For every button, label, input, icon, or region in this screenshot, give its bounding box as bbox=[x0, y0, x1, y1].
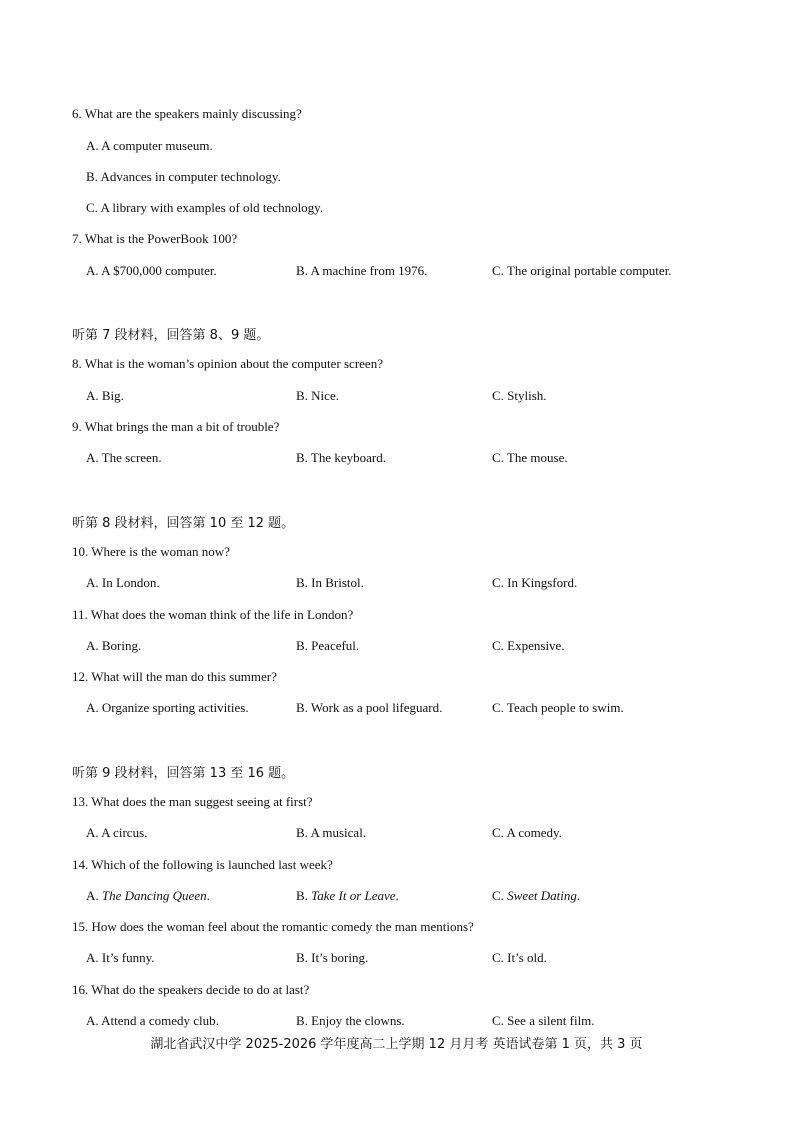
question-12: 12. What will the man do this summer? bbox=[72, 669, 277, 684]
q15-option-b: B. It’s boring. bbox=[296, 950, 369, 965]
question-7: 7. What is the PowerBook 100? bbox=[72, 231, 238, 246]
q9-option-a: A. The screen. bbox=[86, 450, 162, 465]
q6-option-c: C. A library with examples of old technology. bbox=[86, 200, 324, 215]
question-13: 13. What does the man suggest seeing at first? bbox=[72, 794, 313, 809]
q10-option-c: C. In Kingsford. bbox=[492, 575, 578, 590]
q8-option-c: C. Stylish. bbox=[492, 388, 547, 403]
section-heading-7: 听第 7 段材料，回答第 8、9 题。 bbox=[72, 328, 270, 343]
option-letter: B. bbox=[296, 888, 312, 903]
question-11: 11. What does the woman think of the life in London? bbox=[72, 607, 354, 622]
q8-option-a: A. Big. bbox=[86, 388, 124, 403]
q14-option-b bbox=[296, 888, 399, 904]
option-end: . bbox=[576, 888, 581, 903]
q7-option-b: B. A machine from 1976. bbox=[296, 263, 428, 278]
question-15: 15. How does the woman feel about the romantic comedy the man mentions? bbox=[72, 919, 474, 934]
q12-option-c: C. Teach people to swim. bbox=[492, 700, 624, 715]
q15-option-c: C. It’s old. bbox=[492, 950, 547, 965]
q6-option-b: B. Advances in computer technology. bbox=[86, 169, 281, 184]
question-6: 6. What are the speakers mainly discussing? bbox=[72, 106, 302, 121]
q8-option-b: B. Nice. bbox=[296, 388, 339, 403]
q12-option-a: A. Organize sporting activities. bbox=[86, 700, 249, 715]
question-10: 10. Where is the woman now? bbox=[72, 544, 230, 559]
q13-option-c: C. A comedy. bbox=[492, 825, 562, 840]
option-end: . bbox=[206, 888, 210, 903]
q16-option-a: A. Attend a comedy club. bbox=[86, 1013, 219, 1028]
q11-option-a: A. Boring. bbox=[86, 638, 142, 653]
question-16: 16. What do the speakers decide to do at last? bbox=[72, 982, 310, 997]
q9-option-b: B. The keyboard. bbox=[296, 450, 387, 465]
q13-option-a: A. A circus. bbox=[86, 825, 148, 840]
option-title: The Dancing Queen bbox=[101, 888, 207, 903]
section-heading-9: 听第 9 段材料，回答第 13 至 16 题。 bbox=[72, 766, 295, 781]
q16-option-b: B. Enjoy the clowns. bbox=[296, 1013, 405, 1028]
page-footer: 湖北省武汉中学 2025-2026 学年度高二上学期 12 月月考 英语试卷第 1 页，共 3 页 bbox=[150, 1037, 643, 1052]
q10-option-b: B. In Bristol. bbox=[296, 575, 364, 590]
q12-option-b: B. Work as a pool lifeguard. bbox=[296, 700, 443, 715]
option-title: Take It or Leave bbox=[311, 888, 396, 903]
question-14: 14. Which of the following is launched last week? bbox=[72, 857, 333, 872]
q9-option-c: C. The mouse. bbox=[492, 450, 568, 465]
q15-option-a: A. It’s funny. bbox=[86, 950, 155, 965]
option-end: . bbox=[395, 888, 399, 903]
section-heading-8: 听第 8 段材料，回答第 10 至 12 题。 bbox=[72, 516, 295, 531]
q14-option-c bbox=[492, 888, 580, 904]
question-9: 9. What brings the man a bit of trouble? bbox=[72, 419, 280, 434]
q16-option-c: C. See a silent film. bbox=[492, 1013, 595, 1028]
q11-option-b: B. Peaceful. bbox=[296, 638, 360, 653]
q14-option-a bbox=[86, 888, 210, 904]
q11-option-c: C. Expensive. bbox=[492, 638, 565, 653]
option-letter: A. bbox=[86, 888, 102, 903]
option-title: Sweet Dating bbox=[507, 888, 577, 903]
option-letter: C. bbox=[492, 888, 508, 903]
q7-option-a: A. A $700,000 computer. bbox=[86, 263, 217, 278]
q13-option-b: B. A musical. bbox=[296, 825, 367, 840]
q6-option-a: A. A computer museum. bbox=[86, 138, 213, 153]
q10-option-a: A. In London. bbox=[86, 575, 160, 590]
question-8: 8. What is the woman’s opinion about the computer screen? bbox=[72, 356, 383, 371]
q7-option-c: C. The original portable computer. bbox=[492, 263, 672, 278]
